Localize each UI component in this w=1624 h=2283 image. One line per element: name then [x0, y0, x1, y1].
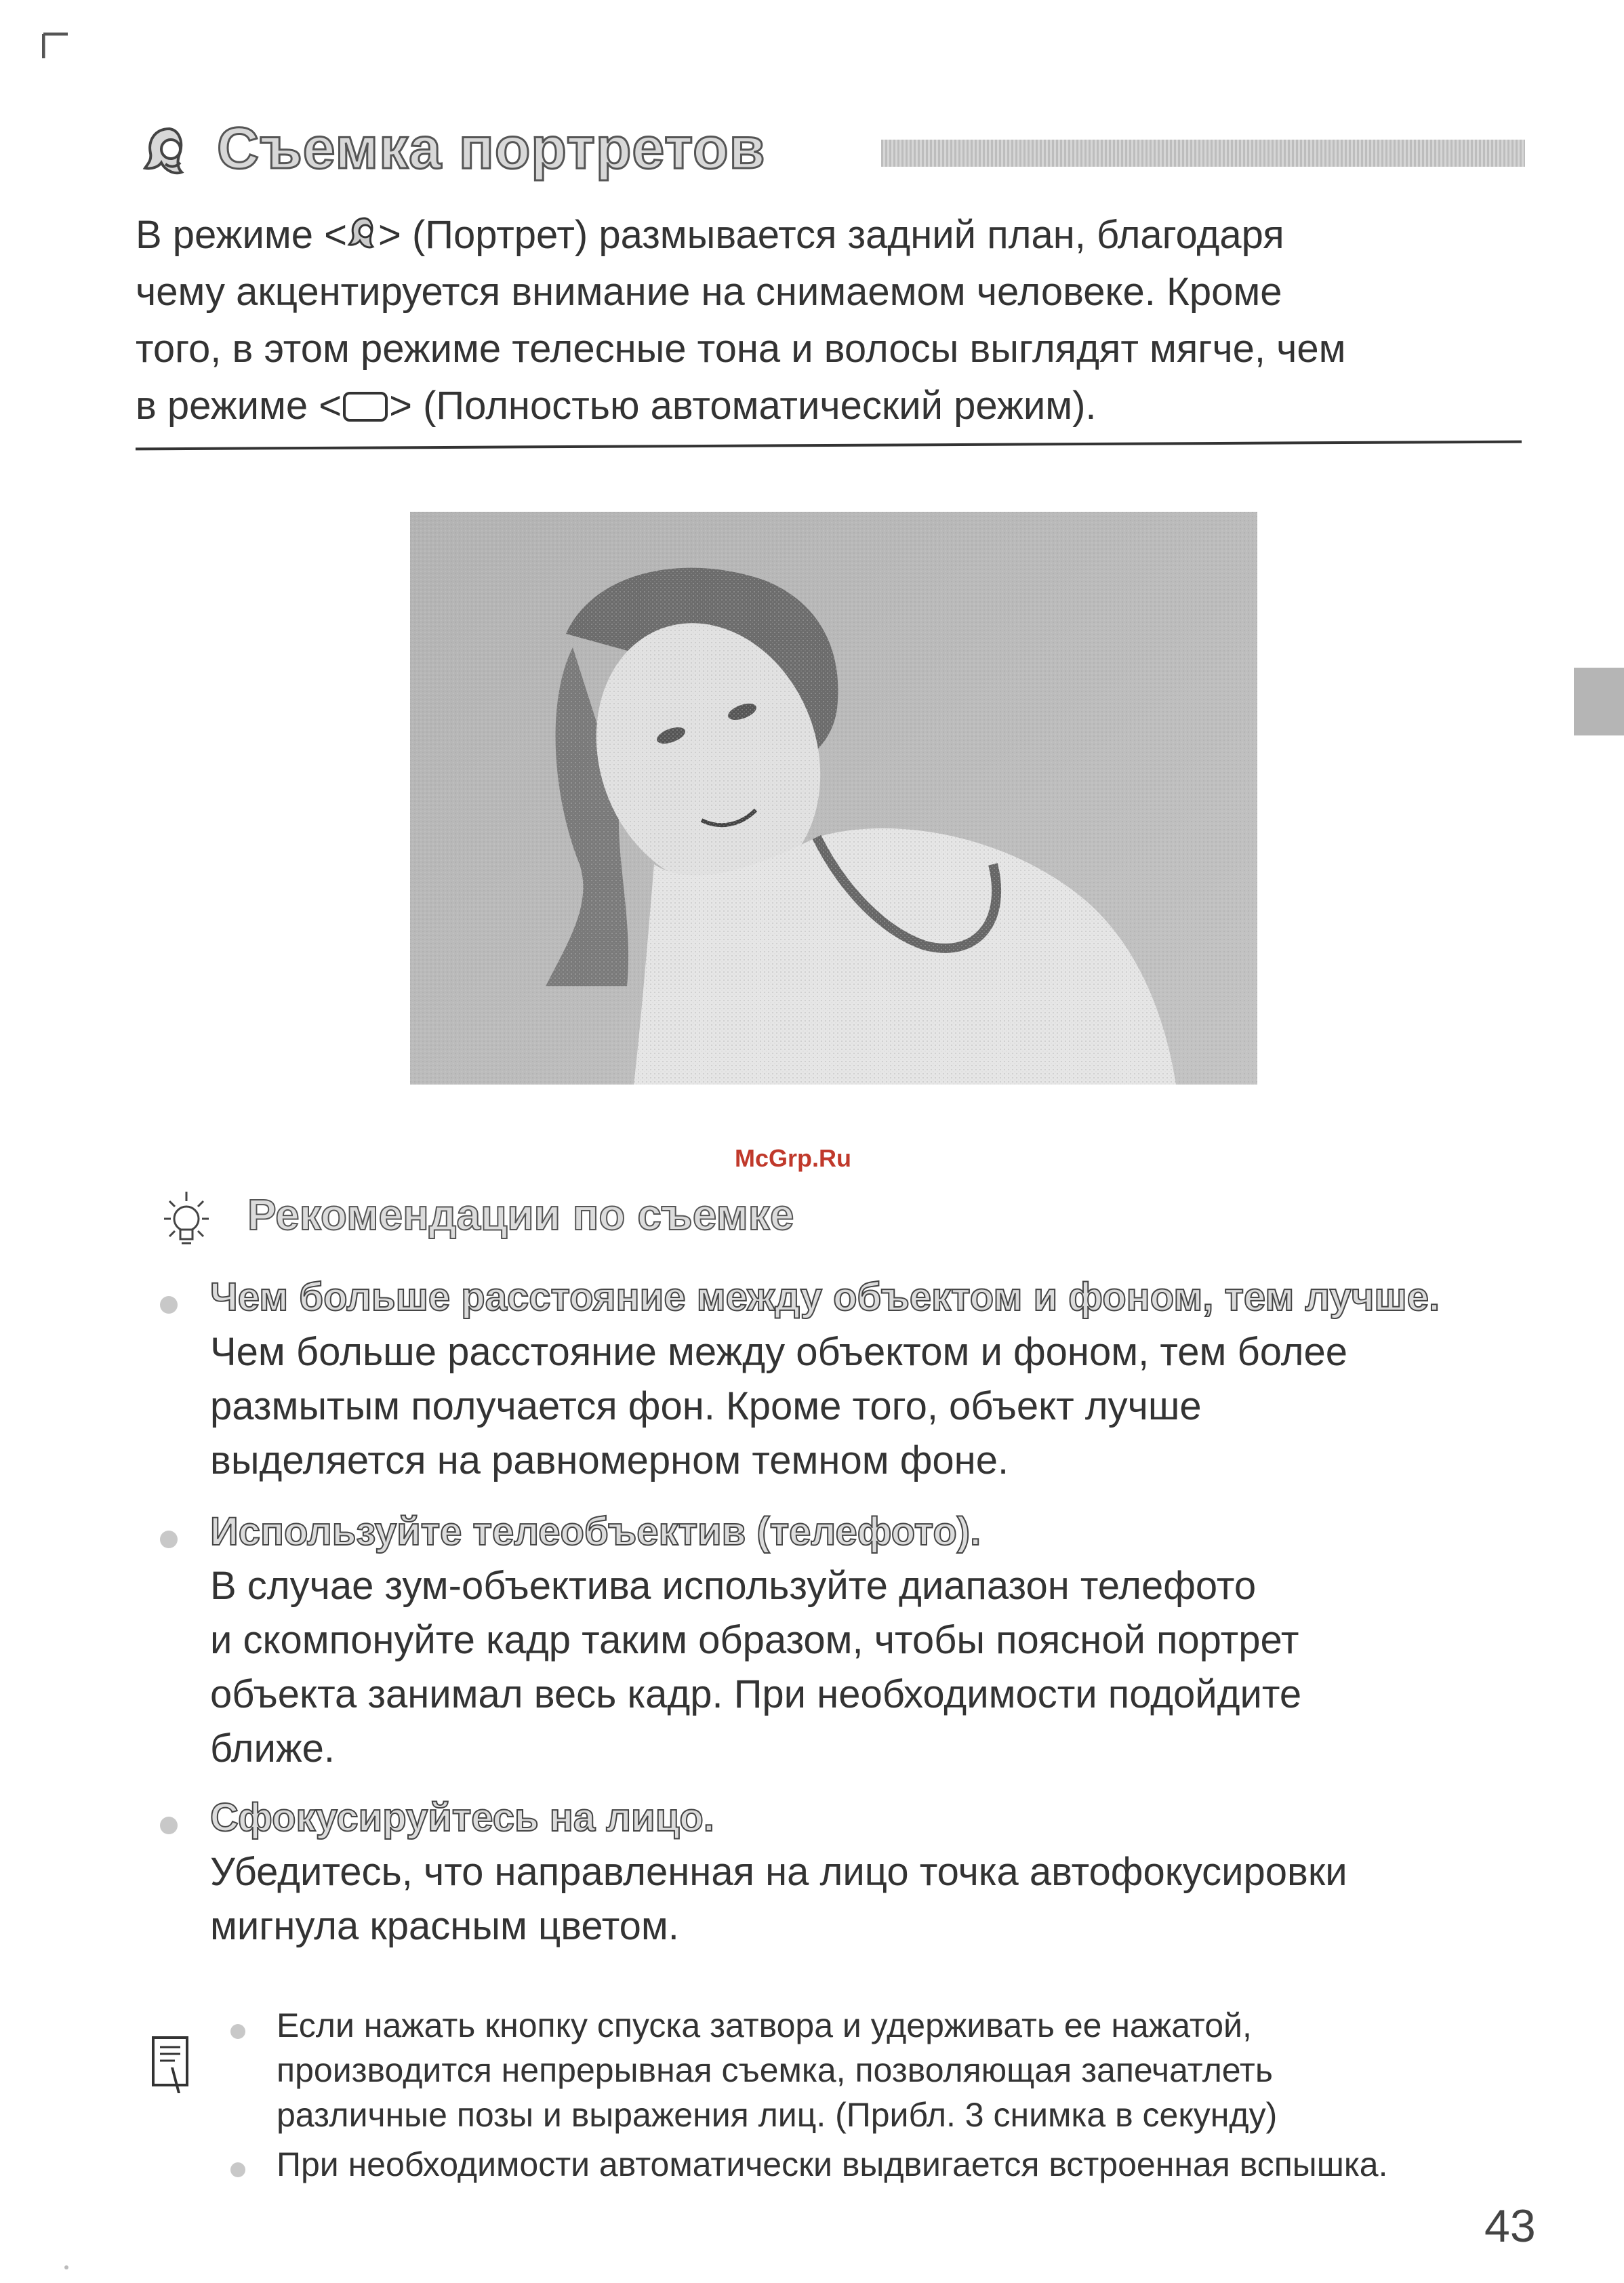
tip-3-line-1: Убедитесь, что направленная на лицо точка автофокусировки — [210, 1850, 1347, 1894]
tips-heading — [156, 1186, 1105, 1261]
watermark: McGrp.Ru — [734, 1144, 851, 1172]
memo-icon — [150, 2035, 192, 2096]
page-heading — [136, 115, 1525, 190]
chapter-tab — [1574, 668, 1624, 735]
intro-line-1 — [136, 207, 1539, 264]
tips-title: Рекомендации по съемке — [247, 1190, 794, 1239]
tip-2-line-3: объекта занимал весь кадр. При необходимости подойдите — [210, 1672, 1302, 1716]
bullet-icon — [160, 1531, 178, 1548]
lightbulb-icon — [156, 1186, 217, 1254]
tip-1-line-3: выделяется на равномерном темном фоне. — [210, 1438, 1009, 1482]
tip-3-body — [210, 1845, 1347, 1954]
tip-2-heading: Используйте телеобъектив (телефото). — [210, 1510, 981, 1554]
page-number: 43 — [1484, 2200, 1536, 2252]
title-decoration-bar — [881, 140, 1525, 167]
bullet-icon — [230, 2162, 245, 2177]
tip-2-line-2: и скомпонуйте кадр таким образом, чтобы поясной портрет — [210, 1618, 1299, 1662]
section-divider — [136, 441, 1522, 451]
tip-1-heading: Чем больше расстояние между объектом и фоном, тем лучше. — [210, 1275, 1440, 1319]
note-1-line-2: производится непрерывная съемка, позволяющая запечатлеть — [277, 2051, 1273, 2089]
portrait-mode-icon — [347, 214, 378, 254]
intro-line-1-end: > (Портрет) размывается задний план, благодаря — [378, 213, 1284, 257]
bullet-icon — [160, 1817, 178, 1834]
tip-1-body — [210, 1325, 1347, 1488]
tip-1-line-1: Чем больше расстояние между объектом и фоном, тем более — [210, 1330, 1348, 1374]
intro-paragraph — [136, 207, 1539, 435]
portrait-photo — [410, 512, 1257, 1085]
intro-line-2: чему акцентируется внимание на снимаемом человеке. Кроме — [136, 270, 1282, 314]
note-2 — [277, 2142, 1388, 2187]
full-auto-mode-icon — [342, 389, 389, 424]
intro-line-1-start: В режиме < — [136, 213, 347, 257]
bullet-icon — [230, 2024, 245, 2039]
page-title: Съемка портретов — [217, 116, 766, 181]
scan-dot — [64, 2265, 68, 2269]
tip-3-line-2: мигнула красным цветом. — [210, 1904, 679, 1948]
tip-2-line-1: В случае зум-объектива используйте диапазон телефото — [210, 1564, 1257, 1608]
tip-2-line-4: ближе. — [210, 1726, 336, 1771]
note-1 — [277, 2003, 1277, 2137]
intro-line-3: того, в этом режиме телесные тона и волосы выглядят мягче, чем — [136, 327, 1346, 371]
intro-line-4-start: в режиме < — [136, 384, 342, 428]
note-1-line-3: различные позы и выражения лиц. (Прибл. 3 снимка в секунду) — [277, 2096, 1278, 2134]
intro-line-4-end: > (Полностью автоматический режим). — [389, 384, 1097, 428]
note-2-line-1: При необходимости автоматически выдвигается встроенная вспышка. — [277, 2145, 1388, 2183]
intro-line-4 — [136, 378, 1539, 435]
corner-mark — [42, 33, 69, 60]
tip-1-line-2: размытым получается фон. Кроме того, объект лучше — [210, 1384, 1202, 1428]
tip-2-body — [210, 1559, 1301, 1776]
tip-3-heading: Сфокусируйтесь на лицо. — [210, 1796, 714, 1840]
note-1-line-1: Если нажать кнопку спуска затвора и удерживать ее нажатой, — [277, 2006, 1252, 2044]
bullet-icon — [160, 1296, 178, 1314]
portrait-mode-icon — [136, 122, 197, 183]
